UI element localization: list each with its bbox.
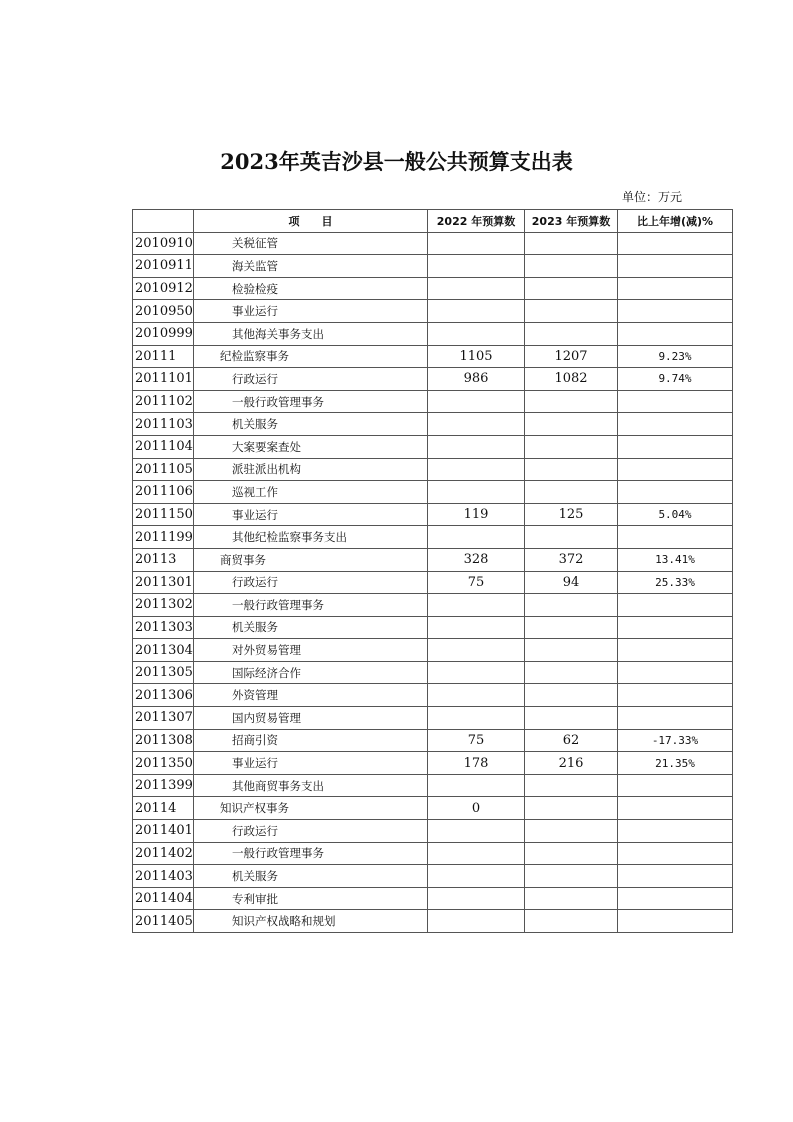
- row-change-percent: 25.33%: [618, 571, 733, 594]
- row-code: 2011306: [133, 684, 194, 707]
- row-code: 2010910: [133, 232, 194, 255]
- row-code: 20114: [133, 797, 194, 820]
- row-2023-budget: 94: [525, 571, 618, 594]
- row-2022-budget: 0: [428, 797, 525, 820]
- row-change-percent: [618, 661, 733, 684]
- table-row: [133, 797, 733, 820]
- row-item-name: 检验检疫: [194, 277, 428, 300]
- table-row: [133, 277, 733, 300]
- row-item-name: 商贸事务: [194, 548, 428, 571]
- row-2022-budget: 1105: [428, 345, 525, 368]
- row-2023-budget: [525, 797, 618, 820]
- row-item-name: 事业运行: [194, 300, 428, 323]
- row-change-percent: [618, 842, 733, 865]
- row-item-name: 机关服务: [194, 865, 428, 888]
- row-item-name: 国内贸易管理: [194, 707, 428, 730]
- row-item-name: 其他商贸事务支出: [194, 774, 428, 797]
- row-item-name: 其他纪检监察事务支出: [194, 526, 428, 549]
- row-item-name: 行政运行: [194, 571, 428, 594]
- row-item-name: 知识产权战略和规划: [194, 910, 428, 933]
- row-code: 2011403: [133, 865, 194, 888]
- row-item-name: 关税征管: [194, 232, 428, 255]
- row-2023-budget: [525, 322, 618, 345]
- table-body: [133, 232, 733, 932]
- row-2023-budget: [525, 300, 618, 323]
- row-change-percent: [618, 300, 733, 323]
- row-change-percent: [618, 910, 733, 933]
- table-row: [133, 774, 733, 797]
- row-2023-budget: [525, 616, 618, 639]
- row-2023-budget: [525, 277, 618, 300]
- row-2022-budget: [428, 526, 525, 549]
- row-change-percent: [618, 413, 733, 436]
- header-code: [133, 210, 194, 233]
- row-item-name: 招商引资: [194, 729, 428, 752]
- row-change-percent: -17.33%: [618, 729, 733, 752]
- row-2022-budget: [428, 322, 525, 345]
- row-2023-budget: 125: [525, 503, 618, 526]
- row-2022-budget: [428, 594, 525, 617]
- row-2022-budget: [428, 232, 525, 255]
- row-code: 2011305: [133, 661, 194, 684]
- row-change-percent: 9.74%: [618, 368, 733, 391]
- table-row: [133, 322, 733, 345]
- row-change-percent: [618, 255, 733, 278]
- row-2022-budget: [428, 661, 525, 684]
- row-2022-budget: 986: [428, 368, 525, 391]
- table-header-row: [133, 210, 733, 233]
- row-2022-budget: [428, 458, 525, 481]
- row-item-name: 巡视工作: [194, 481, 428, 504]
- row-item-name: 行政运行: [194, 368, 428, 391]
- row-2023-budget: 62: [525, 729, 618, 752]
- row-item-name: 知识产权事务: [194, 797, 428, 820]
- row-code: 2011105: [133, 458, 194, 481]
- table-row: [133, 594, 733, 617]
- row-code: 2011102: [133, 390, 194, 413]
- row-2023-budget: [525, 413, 618, 436]
- row-2022-budget: [428, 865, 525, 888]
- table-row: [133, 232, 733, 255]
- row-2022-budget: 75: [428, 571, 525, 594]
- row-2022-budget: [428, 774, 525, 797]
- row-code: 2010911: [133, 255, 194, 278]
- row-2023-budget: [525, 481, 618, 504]
- row-code: 2011308: [133, 729, 194, 752]
- row-item-name: 机关服务: [194, 616, 428, 639]
- row-2022-budget: [428, 435, 525, 458]
- row-code: 2011301: [133, 571, 194, 594]
- row-2022-budget: [428, 616, 525, 639]
- row-code: 2011303: [133, 616, 194, 639]
- row-change-percent: [618, 820, 733, 843]
- row-2022-budget: 75: [428, 729, 525, 752]
- budget-table: [132, 209, 733, 933]
- table-row: [133, 503, 733, 526]
- row-2022-budget: [428, 277, 525, 300]
- table-row: [133, 707, 733, 730]
- table-row: [133, 481, 733, 504]
- row-item-name: 机关服务: [194, 413, 428, 436]
- row-2023-budget: [525, 255, 618, 278]
- row-2023-budget: [525, 684, 618, 707]
- row-change-percent: 13.41%: [618, 548, 733, 571]
- row-2023-budget: 372: [525, 548, 618, 571]
- row-2023-budget: [525, 820, 618, 843]
- row-code: 2011401: [133, 820, 194, 843]
- row-2022-budget: [428, 684, 525, 707]
- row-change-percent: [618, 481, 733, 504]
- table-row: [133, 526, 733, 549]
- row-change-percent: [618, 707, 733, 730]
- row-2023-budget: [525, 774, 618, 797]
- row-2022-budget: [428, 639, 525, 662]
- row-2023-budget: [525, 842, 618, 865]
- row-2022-budget: 328: [428, 548, 525, 571]
- row-2022-budget: [428, 842, 525, 865]
- table-row: [133, 458, 733, 481]
- header-2023-budget: 2023 年预算数: [525, 210, 618, 233]
- row-code: 2011307: [133, 707, 194, 730]
- row-2023-budget: [525, 435, 618, 458]
- row-code: 2011150: [133, 503, 194, 526]
- row-2023-budget: [525, 661, 618, 684]
- table-row: [133, 820, 733, 843]
- row-2023-budget: [525, 232, 618, 255]
- row-2022-budget: [428, 910, 525, 933]
- table-row: [133, 616, 733, 639]
- row-2023-budget: [525, 887, 618, 910]
- row-item-name: 对外贸易管理: [194, 639, 428, 662]
- row-item-name: 其他海关事务支出: [194, 322, 428, 345]
- row-item-name: 专利审批: [194, 887, 428, 910]
- row-code: 2011402: [133, 842, 194, 865]
- row-2023-budget: 1207: [525, 345, 618, 368]
- table-row: [133, 910, 733, 933]
- table-row: [133, 865, 733, 888]
- header-2022-budget: 2022 年预算数: [428, 210, 525, 233]
- row-2023-budget: [525, 390, 618, 413]
- row-change-percent: [618, 616, 733, 639]
- row-code: 2011350: [133, 752, 194, 775]
- row-item-name: 国际经济合作: [194, 661, 428, 684]
- row-2023-budget: [525, 594, 618, 617]
- table-row: [133, 752, 733, 775]
- row-2023-budget: [525, 458, 618, 481]
- row-code: 2011101: [133, 368, 194, 391]
- row-2022-budget: [428, 707, 525, 730]
- row-2023-budget: [525, 526, 618, 549]
- row-change-percent: [618, 322, 733, 345]
- table-row: [133, 413, 733, 436]
- table-row: [133, 300, 733, 323]
- row-change-percent: 21.35%: [618, 752, 733, 775]
- row-2023-budget: 1082: [525, 368, 618, 391]
- row-item-name: 一般行政管理事务: [194, 390, 428, 413]
- row-item-name: 一般行政管理事务: [194, 842, 428, 865]
- table-row: [133, 390, 733, 413]
- row-2022-budget: [428, 413, 525, 436]
- table-row: [133, 435, 733, 458]
- row-change-percent: [618, 639, 733, 662]
- table-row: [133, 255, 733, 278]
- table-row: [133, 571, 733, 594]
- row-code: 2010999: [133, 322, 194, 345]
- row-change-percent: [618, 865, 733, 888]
- row-code: 20111: [133, 345, 194, 368]
- row-code: 2011302: [133, 594, 194, 617]
- row-item-name: 派驻派出机构: [194, 458, 428, 481]
- row-change-percent: [618, 797, 733, 820]
- row-change-percent: [618, 684, 733, 707]
- row-2022-budget: [428, 390, 525, 413]
- row-change-percent: [618, 594, 733, 617]
- row-change-percent: [618, 232, 733, 255]
- table-row: [133, 729, 733, 752]
- row-2023-budget: [525, 910, 618, 933]
- header-change-percent: 比上年增(减)%: [618, 210, 733, 233]
- row-code: 2011104: [133, 435, 194, 458]
- row-item-name: 外资管理: [194, 684, 428, 707]
- table-row: [133, 639, 733, 662]
- row-2022-budget: [428, 887, 525, 910]
- row-change-percent: [618, 526, 733, 549]
- row-item-name: 事业运行: [194, 503, 428, 526]
- table-row: [133, 368, 733, 391]
- row-item-name: 一般行政管理事务: [194, 594, 428, 617]
- row-item-name: 大案要案查处: [194, 435, 428, 458]
- row-code: 2011106: [133, 481, 194, 504]
- row-code: 20113: [133, 548, 194, 571]
- row-2022-budget: 178: [428, 752, 525, 775]
- row-change-percent: [618, 887, 733, 910]
- row-2022-budget: [428, 820, 525, 843]
- row-code: 2011404: [133, 887, 194, 910]
- table-row: [133, 887, 733, 910]
- row-item-name: 纪检监察事务: [194, 345, 428, 368]
- row-2022-budget: 119: [428, 503, 525, 526]
- row-item-name: 海关监管: [194, 255, 428, 278]
- table-row: [133, 345, 733, 368]
- row-change-percent: [618, 774, 733, 797]
- table-row: [133, 548, 733, 571]
- row-code: 2010950: [133, 300, 194, 323]
- row-2023-budget: [525, 707, 618, 730]
- row-code: 2011405: [133, 910, 194, 933]
- row-2022-budget: [428, 481, 525, 504]
- table-row: [133, 842, 733, 865]
- document-title: 2023年英吉沙县一般公共预算支出表: [220, 149, 573, 174]
- row-change-percent: [618, 435, 733, 458]
- row-2023-budget: 216: [525, 752, 618, 775]
- unit-label: 单位：万元: [622, 190, 683, 204]
- row-2022-budget: [428, 255, 525, 278]
- row-item-name: 行政运行: [194, 820, 428, 843]
- row-change-percent: 9.23%: [618, 345, 733, 368]
- header-item: 项 目: [194, 210, 428, 233]
- row-code: 2011199: [133, 526, 194, 549]
- row-code: 2011399: [133, 774, 194, 797]
- row-change-percent: [618, 390, 733, 413]
- row-change-percent: 5.04%: [618, 503, 733, 526]
- row-2023-budget: [525, 639, 618, 662]
- row-change-percent: [618, 458, 733, 481]
- row-code: 2011103: [133, 413, 194, 436]
- row-code: 2011304: [133, 639, 194, 662]
- row-code: 2010912: [133, 277, 194, 300]
- table-row: [133, 661, 733, 684]
- row-2023-budget: [525, 865, 618, 888]
- row-2022-budget: [428, 300, 525, 323]
- table-row: [133, 684, 733, 707]
- row-change-percent: [618, 277, 733, 300]
- row-item-name: 事业运行: [194, 752, 428, 775]
